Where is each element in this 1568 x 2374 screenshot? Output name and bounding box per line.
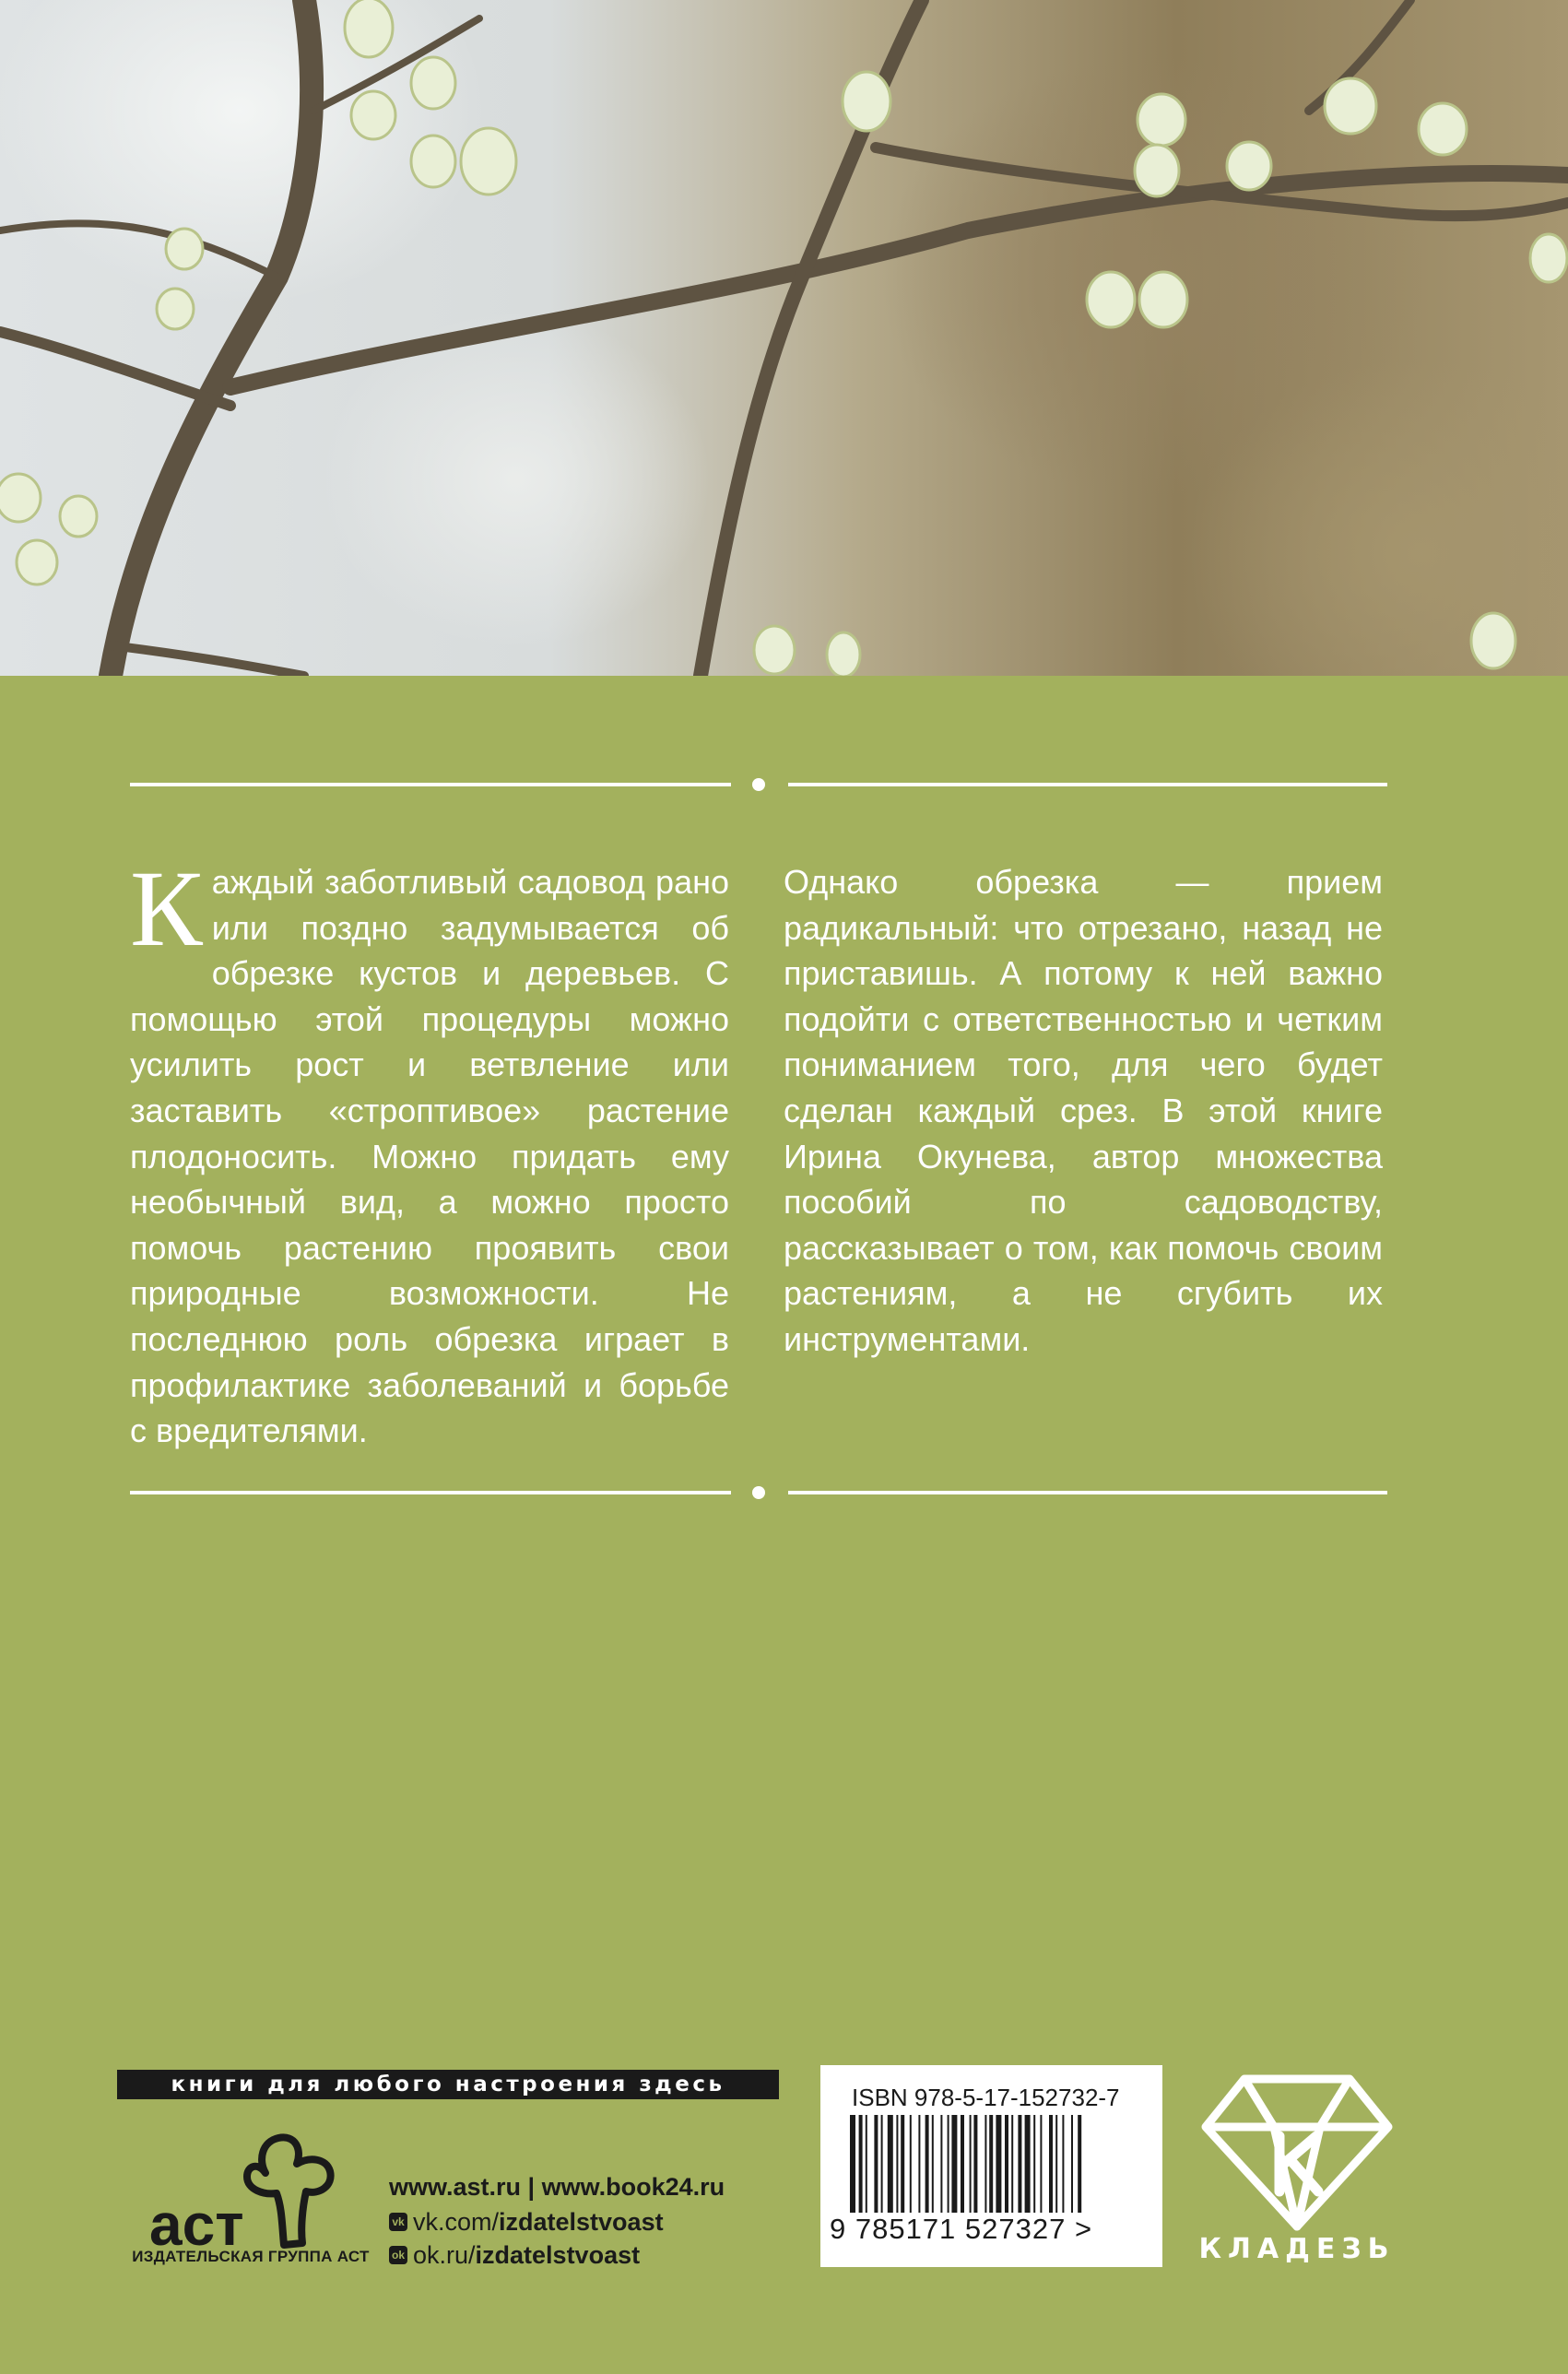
isbn-barcode [820,2065,1162,2267]
blurb-right-text: Однако обрезка — прием радикальный: что отрезано, назад не приставишь. А потому к ней важно подойти с ответственностью и четким пониманием того, для чего будет сделан каждый срез. В этой книге Ирина Окунева, автор множества пособий по садоводству, рассказывает о том, как помочь своим растениям, а не сгубить их инструментами. [784,863,1383,1358]
vk-link[interactable] [389,2205,725,2238]
divider-line-left [130,1491,731,1494]
publisher-tagline: книги для любого настроения здесь [117,2070,779,2099]
divider-dot [752,1486,765,1499]
drop-cap: К [130,848,203,969]
divider-line-right [788,1491,1387,1494]
ok-handle: izdatelstvoast [475,2241,641,2269]
publisher-caption: ИЗДАТЕЛЬСКАЯ ГРУППА АСТ [132,2248,370,2265]
series-name: КЛАДЕЗЬ [1198,2233,1396,2265]
vk-handle: izdatelstvoast [499,2208,664,2236]
blurb-left-column [130,848,729,1454]
top-divider [130,775,1387,794]
ast-logo-text: аст [149,2191,244,2258]
ok-prefix: ok.ru/ [413,2241,476,2269]
publisher-links [389,2168,725,2272]
blossom-branches-illustration [0,0,1568,676]
ok-link[interactable] [389,2238,725,2272]
diamond-k-icon [1198,2072,1396,2233]
website-links[interactable]: www.ast.ru | www.book24.ru [389,2173,725,2201]
vk-icon: vk [389,2213,407,2231]
blurb-left-text: аждый заботливый садовод рано или поздно задумывается об обрезке кустов и деревьев. С помощью этой процедуры можно усилить рост и ветвление или заставить «строптивое» растение плодоносить. Можно придать ему необычный вид, а можно просто помочь растению проявить свои природные возможности. Не последнюю роль обрезка играет в профилактике заболеваний и борьбе с вредителями. [130,863,729,1450]
bottom-divider [130,1483,1387,1502]
vk-prefix: vk.com/ [413,2208,500,2236]
divider-dot [752,778,765,791]
barcode-bars [850,2115,1136,2216]
divider-line-left [130,783,731,786]
cover-photo [0,0,1568,676]
blurb-right-column [784,859,1383,1363]
barcode-digits: 9 785171 527327 > [830,2213,1093,2245]
divider-line-right [788,783,1387,786]
ok-icon: ok [389,2246,407,2264]
ast-logo-icon [138,2116,360,2268]
isbn-label: ISBN 978-5-17-152732-7 [852,2084,1120,2111]
